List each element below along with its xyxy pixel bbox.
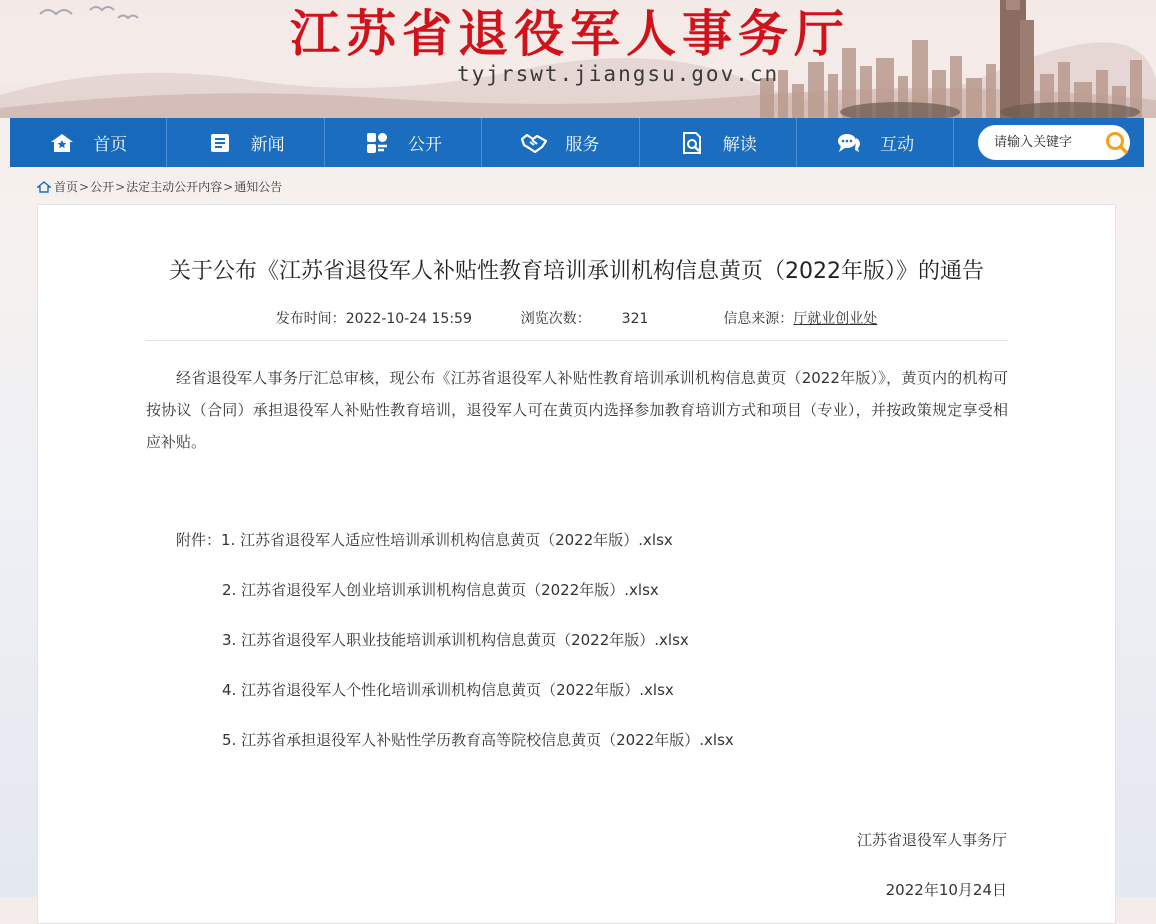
attachment-item: [222, 579, 659, 600]
nav-item-interaction[interactable]: [797, 118, 954, 167]
nav-item-label: 首页: [93, 135, 128, 155]
signature-date: 2022年10月24日: [885, 881, 1007, 899]
disclosure-icon: [364, 132, 390, 154]
attachment-link-5[interactable]: 5. 江苏省承担退役军人补贴性学历教育高等院校信息黄页（2022年版）.xlsx: [222, 731, 734, 749]
nav-item-label: 互动: [880, 135, 915, 155]
site-title: 江苏省退役军人事务厅: [290, 5, 850, 63]
breadcrumb-separator: >: [115, 179, 126, 194]
document-search-icon: [679, 132, 705, 154]
handshake-icon: [521, 132, 547, 154]
nav-item-label: 新闻: [250, 135, 285, 155]
nav-item-label: 解读: [722, 135, 757, 155]
attachment-item: [222, 629, 689, 650]
article-body: 经省退役军人事务厅汇总审核，现公布《江苏省退役军人补贴性教育培训承训机构信息黄页（2022年版）》，黄页内的机构可按协议（合同）承担退役军人补贴性教育培训，退役军人可在黄页内选择参加教育培训方式和项目（专业），并按政策规定享受相应补贴。: [146, 369, 1008, 451]
breadcrumb-home[interactable]: 首页: [54, 180, 79, 194]
article-card: [37, 204, 1116, 924]
attachment-link-2[interactable]: 2. 江苏省退役军人创业培训承训机构信息黄页（2022年版）.xlsx: [222, 581, 659, 599]
nav-item-interpretation[interactable]: [640, 118, 797, 167]
breadcrumb-disclosure[interactable]: 公开: [90, 180, 115, 194]
views-label: 浏览次数：: [520, 311, 591, 327]
nav-item-label: 服务: [565, 135, 600, 155]
article-meta: [38, 308, 1115, 328]
main-nav: [10, 118, 1144, 167]
breadcrumb-separator: >: [79, 179, 90, 194]
search-input[interactable]: [992, 134, 1104, 151]
breadcrumb-separator: >: [223, 179, 234, 194]
breadcrumb: [37, 178, 282, 195]
nav-item-service[interactable]: [482, 118, 639, 167]
views-count: 321: [621, 311, 649, 327]
article-title: 关于公布《江苏省退役军人补贴性教育培训承训机构信息黄页（2022年版）》的通告: [169, 259, 984, 284]
attachments-label: 附件：: [176, 531, 222, 549]
home-icon: [49, 132, 75, 154]
breadcrumb-notices[interactable]: 通知公告: [234, 180, 283, 194]
breadcrumb-statutory-content[interactable]: 法定主动公开内容: [126, 180, 223, 194]
attachment-link-4[interactable]: 4. 江苏省退役军人个性化培训承训机构信息黄页（2022年版）.xlsx: [222, 681, 674, 699]
nav-item-news[interactable]: [167, 118, 324, 167]
source-label: 信息来源：: [723, 311, 794, 327]
attachment-link-1[interactable]: 1. 江苏省退役军人适应性培训承训机构信息黄页（2022年版）.xlsx: [221, 531, 673, 549]
source-link[interactable]: 厅就业创业处: [793, 311, 878, 327]
nav-item-label: 公开: [407, 135, 442, 155]
home-icon: [37, 181, 51, 193]
attachment-item: [222, 679, 674, 700]
attachment-link-3[interactable]: 3. 江苏省退役军人职业技能培训承训机构信息黄页（2022年版）.xlsx: [222, 631, 689, 649]
chat-icon: [836, 132, 862, 154]
nav-item-home[interactable]: [10, 118, 167, 167]
signature-org: 江苏省退役军人事务厅: [856, 831, 1007, 849]
publish-time: 2022-10-24 15:59: [345, 311, 472, 327]
news-icon: [207, 132, 233, 154]
title-divider: [146, 340, 1008, 341]
search-icon[interactable]: [1104, 130, 1130, 156]
site-domain: tyjrswt.jiangsu.gov.cn: [457, 62, 780, 86]
attachment-item: [222, 729, 734, 750]
nav-item-disclosure[interactable]: [325, 118, 482, 167]
site-banner: [0, 0, 1156, 118]
attachment-item: [176, 529, 673, 550]
publish-time-label: 发布时间：: [275, 311, 346, 327]
search-box: [978, 125, 1130, 160]
